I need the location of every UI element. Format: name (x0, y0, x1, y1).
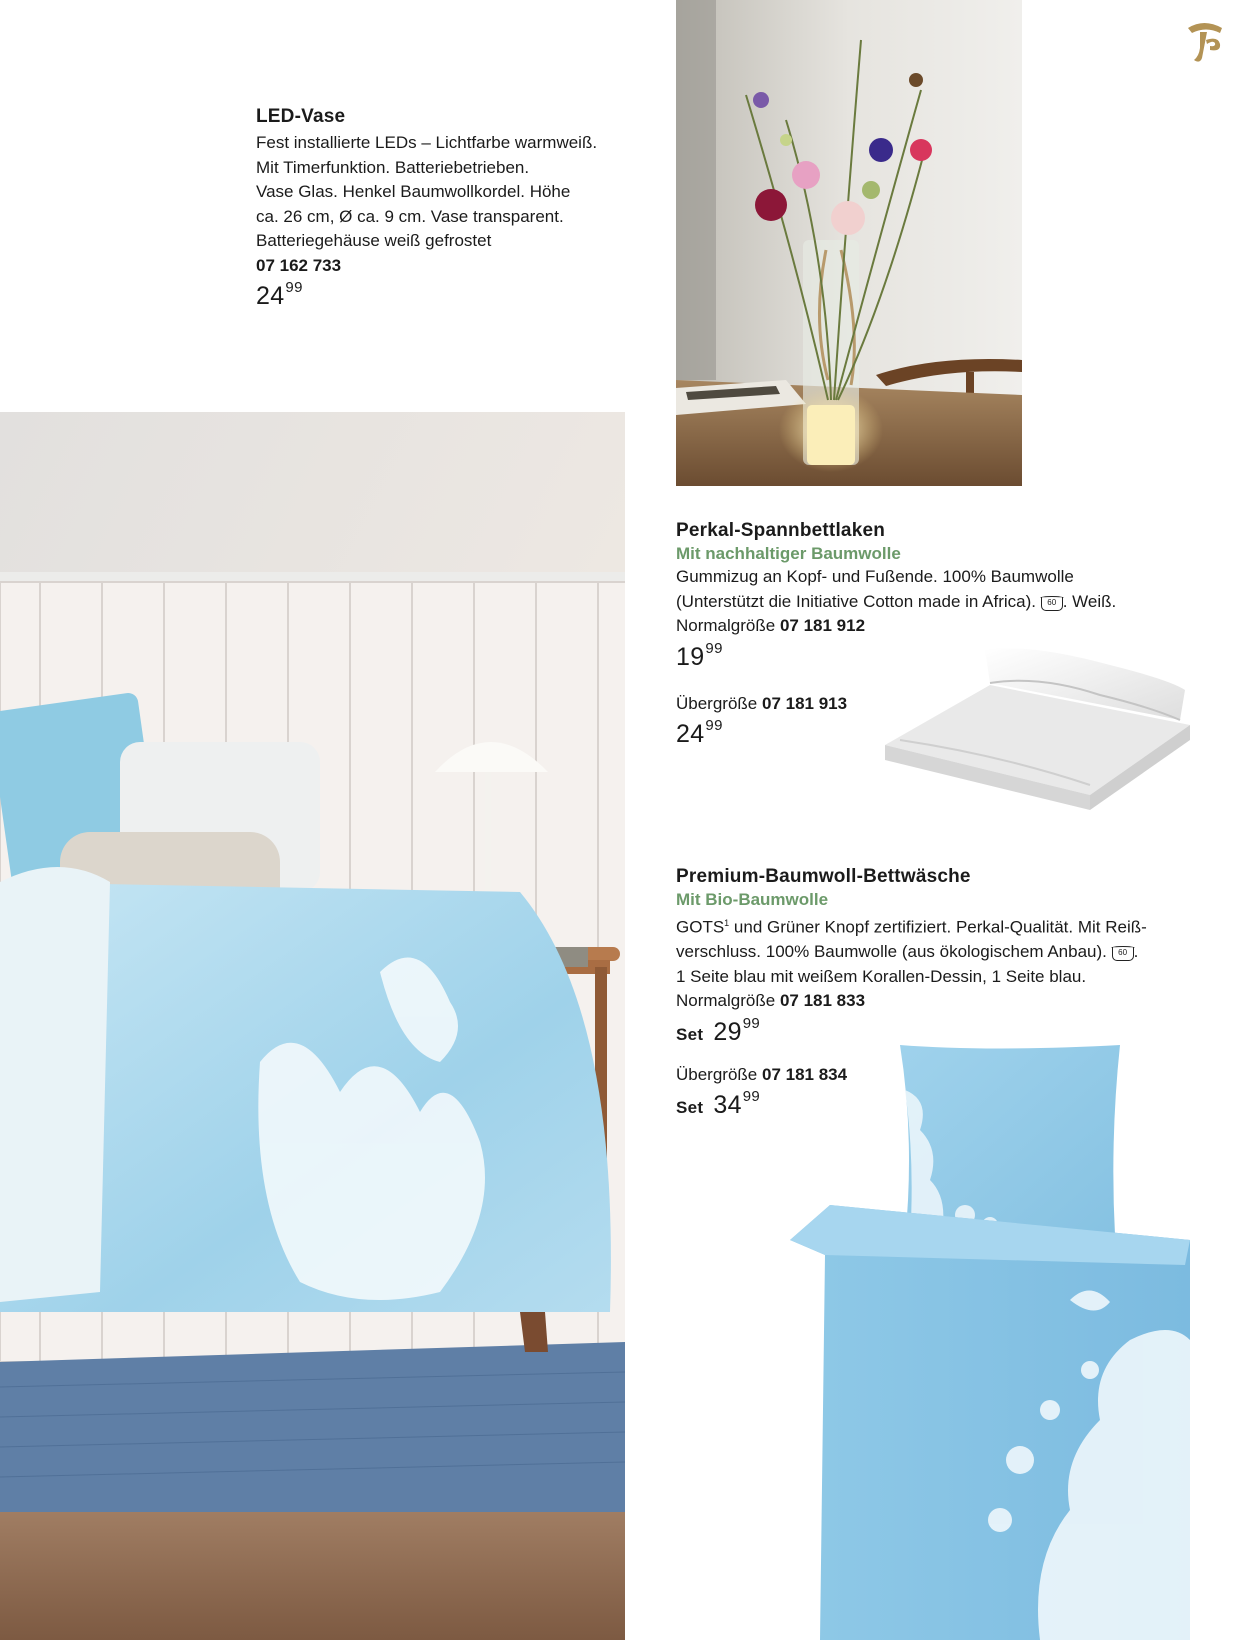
price-main: 19 (676, 642, 705, 671)
size-label: Übergröße (676, 693, 758, 713)
description-text: und Grüner Knopf zertifiziert. Perkal-Qualität. Mit Reiß- (729, 917, 1147, 937)
price-cents: 99 (285, 279, 303, 296)
bedroom-photo (0, 412, 625, 1640)
set-label: Set (676, 1024, 704, 1044)
description-text: (Unterstützt die Initiative Cotton made in Africa). (676, 591, 1036, 611)
led-vase-photo (676, 0, 1022, 486)
price-cents: 99 (742, 1088, 761, 1106)
price-cents: 99 (705, 717, 723, 734)
wash-60-icon: 60 (1041, 597, 1063, 611)
size-label: Normalgröße (676, 616, 776, 635)
description-text: . (1133, 942, 1139, 962)
article-number: 07 181 912 (779, 616, 866, 635)
normal-size-line (676, 614, 1236, 639)
tchibo-logo-icon (1180, 20, 1228, 64)
bedding-set-image (790, 1040, 1210, 1640)
led-vase-line: ca. 26 cm, Ø ca. 9 cm. Vase transparent. (256, 206, 564, 226)
article-number: 07 181 913 (762, 693, 848, 713)
price-cents: 99 (742, 1014, 761, 1032)
led-vase-line: Fest installierte LEDs – Lichtfarbe warmweiß. (256, 133, 598, 152)
description-line (676, 590, 1236, 615)
price-main: 24 (256, 282, 285, 310)
led-vase-price (256, 279, 636, 311)
wash-60-icon: 60 (1112, 947, 1134, 961)
description-line: 1 Seite blau mit weißem Korallen-Dessin, 1 Seite blau. (676, 966, 1087, 986)
article-number: 07 181 833 (779, 991, 866, 1011)
led-vase-title: LED-Vase (256, 106, 346, 127)
description-text: GOTS (676, 917, 725, 937)
size-label: Normalgröße (676, 991, 776, 1011)
spannbettlaken-description (676, 565, 1236, 639)
description-text: . Weiß. (1062, 591, 1117, 611)
led-vase-article-number: 07 162 733 (256, 255, 342, 275)
description-text: verschluss. 100% Baumwolle (aus ökologischem Anbau). (676, 942, 1107, 962)
price-main: 24 (676, 720, 705, 748)
led-vase-line: Mit Timerfunktion. Batteriebetrieben. (256, 157, 530, 177)
normal-size-line (676, 989, 1236, 1014)
led-vase-description (256, 131, 636, 278)
bettwaesche-subtitle: Mit Bio-Baumwolle (676, 890, 829, 909)
size-label: Übergröße (676, 1064, 758, 1084)
description-line: Gummizug an Kopf- und Fußende. 100% Baumwolle (676, 567, 1074, 586)
bettwaesche-description (676, 911, 1236, 1014)
set-label: Set (676, 1098, 704, 1118)
led-vase-line: Batteriegehäuse weiß gefrostet (256, 231, 492, 250)
bettwaesche-title: Premium-Baumwoll-Bettwäsche (676, 866, 971, 887)
led-vase-line: Vase Glas. Henkel Baumwollkordel. Höhe (256, 182, 571, 201)
price-main: 29 (713, 1017, 742, 1046)
fitted-sheet-image (880, 645, 1195, 815)
spannbettlaken-subtitle: Mit nachhaltiger Baumwolle (676, 544, 901, 563)
description-line (676, 940, 1236, 965)
description-line (676, 911, 1236, 940)
footnote-marker: 1 (724, 918, 730, 928)
spannbettlaken-title: Perkal-Spannbettlaken (676, 520, 886, 541)
price-main: 34 (713, 1091, 742, 1120)
article-number: 07 181 834 (762, 1064, 848, 1084)
led-vase-block (256, 106, 636, 311)
price-cents: 99 (705, 639, 723, 657)
